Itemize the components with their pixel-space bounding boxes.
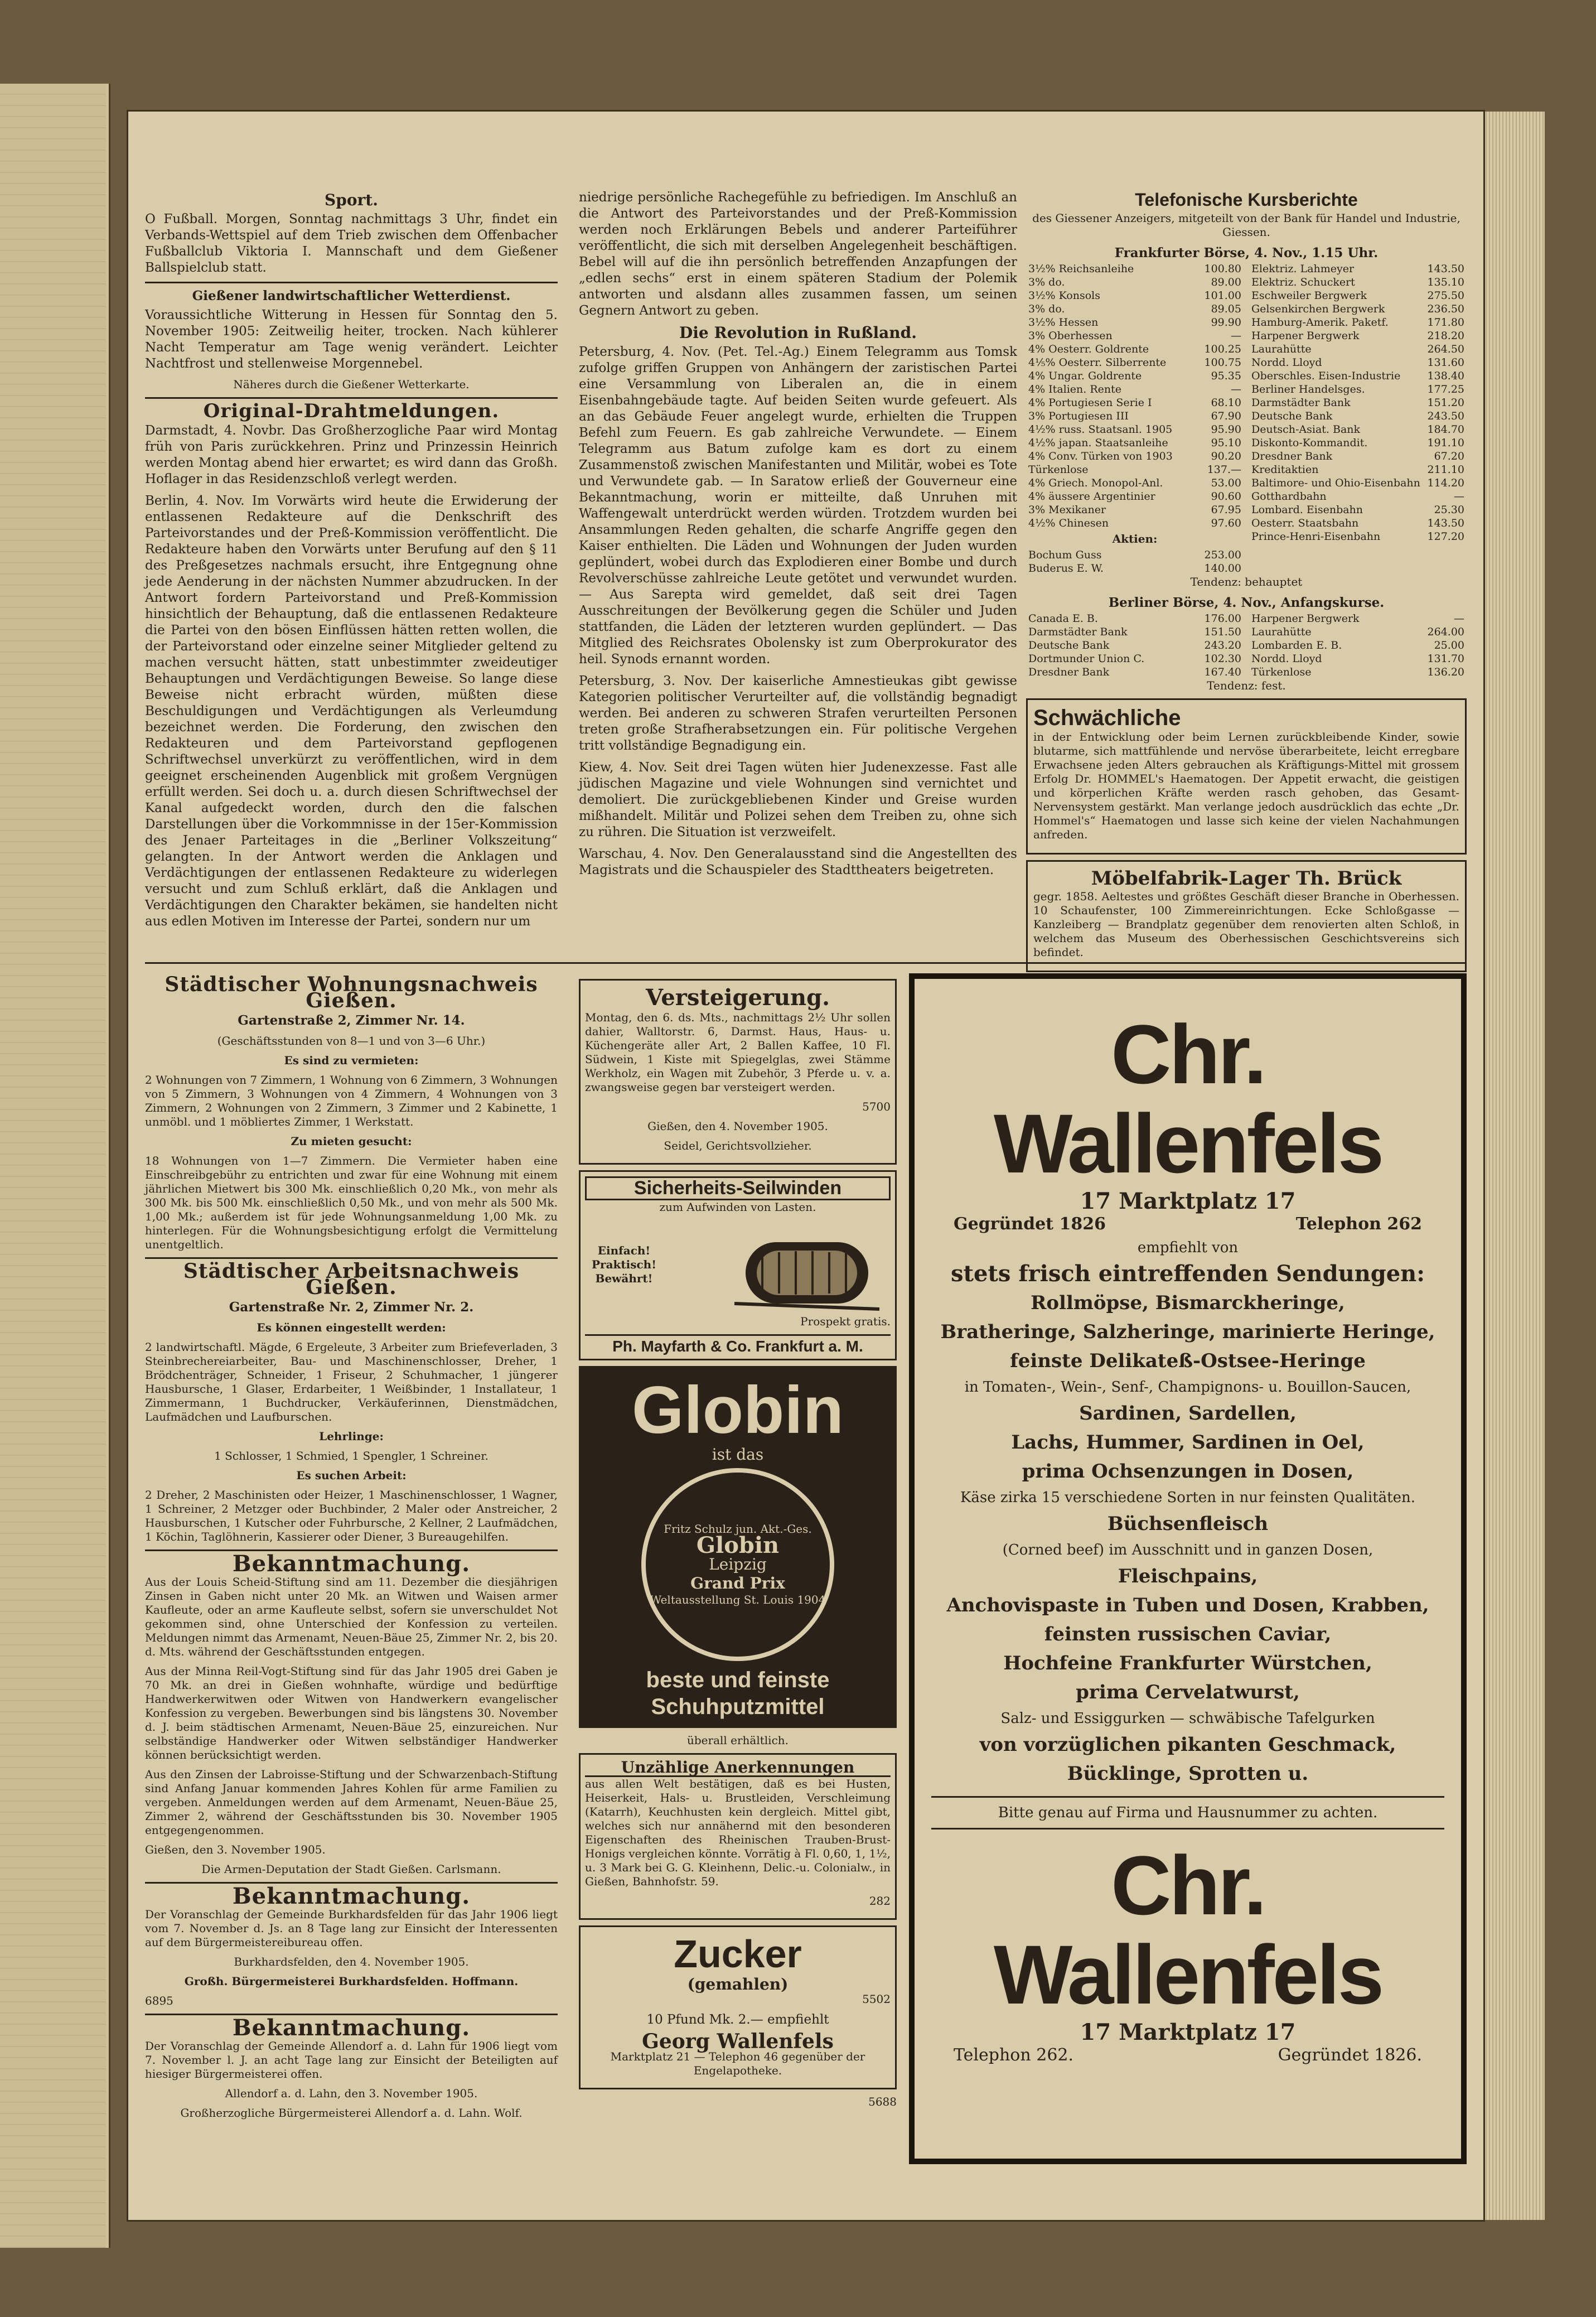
security-price: 243.50 xyxy=(1427,410,1464,422)
revolution-warschau: Warschau, 4. Nov. Den Generalausstand sind die Angestellten des Magistrats und die Schauspieler des Stadttheaters beigetreten. xyxy=(579,847,1017,877)
security-price: 89.00 xyxy=(1211,276,1241,288)
moebel-heading: Möbelfabrik-Lager Th. Brück xyxy=(1091,867,1402,890)
bekanntmachung-2-signature: Großh. Bürgermeisterei Burkhardsfelden. Hoffmann. xyxy=(184,1975,519,1988)
anerkennungen-number: 282 xyxy=(869,1894,891,1908)
security-name: Gotthardbahn xyxy=(1251,490,1327,503)
versteigerung-number: 5700 xyxy=(862,1100,891,1113)
wallenfels-product-line: Salz- und Essiggurken — schwäbische Tafelgurken xyxy=(1000,1710,1375,1727)
security-name: Laurahütte xyxy=(1251,626,1312,638)
security-price: 176.00 xyxy=(1204,612,1241,625)
security-price: 135.10 xyxy=(1427,276,1464,288)
security-name: Deutsch-Asiat. Bank xyxy=(1251,423,1361,436)
globin-brand: Globin xyxy=(632,1373,844,1447)
kurs-heading: Telefonische Kursberichte xyxy=(1135,190,1358,210)
security-price: 171.80 xyxy=(1427,316,1464,329)
berlin-tables xyxy=(1026,612,1467,679)
berlin-heading: Berliner Börse, 4. Nov., Anfangskurse. xyxy=(1108,595,1385,610)
horizontal-divider xyxy=(145,962,1467,964)
haematogen-ad xyxy=(1026,698,1467,855)
security-name: 3% Portugiesen III xyxy=(1028,410,1129,422)
security-name: 3½% Konsols xyxy=(1028,289,1100,302)
security-price: 95.90 xyxy=(1211,423,1241,436)
aktien-heading: Aktien: xyxy=(1112,532,1158,546)
wallenfels-address-2: 17 Marktplatz 17 xyxy=(1080,2019,1296,2045)
globin-seal-award: Grand Prix xyxy=(690,1574,785,1592)
winch-illustration-icon xyxy=(723,1220,891,1315)
security-price: 67.90 xyxy=(1211,410,1241,422)
haematogen-text: in der Entwicklung oder beim Lernen zurückbleibende Kinder, sowie blutarme, sich mattfühlende und nervöse überarbeitete, leicht erregbare Erwachsene jeden Alters gebrauchen als Kräftigungs-Mittel mit grossem Erfolg Dr. HOMMEL's Haematogen. Der Appetit erwacht, die geistigen und körperlichen Kräfte werden rasch gehoben, das Gesamt-Nervensystem gestärkt. Man verlange jedoch ausdrücklich das echte „Dr. Hommel's“ Haematogen und lasse sich keine der vielen Nachahmungen anfreden. xyxy=(1033,730,1459,841)
zucker-text: 10 Pfund Mk. 2.— empfiehlt xyxy=(646,2012,829,2027)
security-name: 4½% japan. Staatsanleihe xyxy=(1028,437,1168,449)
frankfurt-row xyxy=(1026,409,1244,423)
notices-column xyxy=(145,973,558,2126)
aktien-row xyxy=(1026,548,1244,562)
anerkennungen-ad xyxy=(579,1753,897,1920)
versteigerung-date: Gießen, den 4. November 1905. xyxy=(647,1119,828,1133)
wohnungsnachweis-heading: Städtischer Wohnungsnachweis Gießen. xyxy=(165,973,538,1012)
wallenfels-product-line: Fleischpains, xyxy=(1118,1565,1258,1587)
moebel-text: gegr. 1858. Aeltestes und größtes Geschäft dieser Branche in Oberhessen. 10 Schaufenster, 100 Zimmereinrichtungen. Ecke Schloßgasse — Kanzleiberg — Brandplatz gegenüber dem renovierten alten Schloß, in welchem das Museum des Oberhessischen Geschichtsvereins sich befindet. xyxy=(1033,890,1459,959)
security-name: 3% do. xyxy=(1028,276,1065,288)
frankfurt-row xyxy=(1249,423,1467,436)
frankfurt-row xyxy=(1249,276,1467,289)
security-name: Darmstädter Bank xyxy=(1251,397,1351,409)
security-name: 4½% Chinesen xyxy=(1028,517,1109,529)
wallenfels-product-line: Lachs, Hummer, Sardinen in Oel, xyxy=(1011,1431,1365,1454)
kurs-subheading: des Giessener Anzeigers, mitgeteilt von der Bank für Handel und Industrie, Giessen. xyxy=(1032,211,1460,239)
tendenz-berlin: Tendenz: fest. xyxy=(1207,679,1286,692)
wallenfels-product-line: Anchovispaste in Tuben und Dosen, Krabben, xyxy=(946,1594,1429,1616)
anerkennungen-heading: Unzählige Anerkennungen xyxy=(585,1759,891,1777)
frankfurt-row xyxy=(1026,342,1244,356)
zucker-number: 5502 xyxy=(862,1992,891,2006)
wallenfels-brand: Chr. Wallenfels xyxy=(993,1007,1382,1190)
berlin-row xyxy=(1026,665,1244,679)
security-price: 25.30 xyxy=(1434,504,1464,516)
security-name: 3% do. xyxy=(1028,303,1065,315)
security-name: 4% Conv. Türken von 1903 xyxy=(1028,450,1173,462)
wohnungsnachweis-hours: (Geschäftsstunden von 8—1 und von 3—6 Uhr.) xyxy=(217,1034,486,1048)
frankfurt-row xyxy=(1249,409,1467,423)
security-price: 143.50 xyxy=(1427,517,1464,529)
frankfurt-row xyxy=(1249,450,1467,463)
security-price: 90.60 xyxy=(1211,490,1241,503)
frankfurt-row xyxy=(1249,476,1467,490)
frankfurt-row xyxy=(1026,517,1244,530)
frankfurt-row xyxy=(1026,356,1244,369)
security-price: 67.20 xyxy=(1434,450,1464,462)
bekanntmachung-1-heading: Bekanntmachung. xyxy=(232,1551,471,1577)
versteigerung-ad xyxy=(579,979,897,1165)
security-name: Oesterr. Staatsbahn xyxy=(1251,517,1359,529)
wallenfels-product-line: (Corned beef) im Ausschnitt und in ganzen Dosen, xyxy=(1002,1542,1373,1558)
frankfurt-row xyxy=(1026,423,1244,436)
globin-seal-icon xyxy=(641,1468,834,1661)
revolution-heading: Die Revolution in Rußland. xyxy=(679,324,917,342)
wallenfels-product-line: Hochfeine Frankfurter Würstchen, xyxy=(1003,1652,1372,1674)
security-name: Elektriz. Lahmeyer xyxy=(1251,263,1355,275)
wallenfels-product-line: Bratheringe, Salzheringe, marinierte Heringe, xyxy=(940,1321,1435,1343)
security-price: 99.90 xyxy=(1211,316,1241,329)
aktien-row xyxy=(1026,562,1244,575)
security-name: Türkenlose xyxy=(1028,464,1089,476)
globin-seal-brand: Globin xyxy=(696,1532,780,1558)
security-name: 3% Oberhessen xyxy=(1028,330,1113,342)
bekanntmachung-2-heading: Bekanntmachung. xyxy=(232,1883,471,1909)
bekanntmachung-3-text: Der Voranschlag der Gemeinde Allendorf a. d. Lahn für 1906 liegt vom 7. November l. J. an acht Tage lang zur Einsicht der Beteiligten auf hiesiger Bürgermeisterei offen. xyxy=(145,2039,558,2081)
security-name: 4⅕% Oesterr. Silberrente xyxy=(1028,356,1167,369)
weather-heading: Gießener landwirtschaftlicher Wetterdienst. xyxy=(192,288,511,303)
security-name: 4% Ungar. Goldrente xyxy=(1028,370,1142,382)
security-price: — xyxy=(1454,490,1464,503)
security-price: 138.40 xyxy=(1427,370,1464,382)
drahtmeldungen-heading: Original-Drahtmeldungen. xyxy=(203,400,500,422)
security-name: Dresdner Bank xyxy=(1028,666,1110,678)
page-stack-edge xyxy=(1483,112,1545,2220)
aktien-table xyxy=(1026,548,1244,575)
adjacent-page-edge xyxy=(0,84,110,2248)
zucker-address: Marktplatz 21 — Telephon 46 gegenüber der Engelapotheke. xyxy=(610,2050,865,2077)
berlin-row xyxy=(1026,639,1244,652)
page-number: 5688 xyxy=(868,2095,897,2108)
ads-column xyxy=(579,973,897,2115)
moebel-ad xyxy=(1026,860,1467,972)
security-name: Harpener Bergwerk xyxy=(1251,612,1360,625)
column-1 xyxy=(145,190,558,935)
wohnungsnachweis-address: Gartenstraße 2, Zimmer Nr. 14. xyxy=(238,1013,465,1028)
berlin-row xyxy=(1249,612,1467,625)
bekanntmachung-3-date: Allendorf a. d. Lahn, den 3. November 1905. xyxy=(225,2087,478,2100)
wallenfels-note: Bitte genau auf Firma und Hausnummer zu achten. xyxy=(998,1804,1378,1821)
frankfurt-row xyxy=(1249,369,1467,383)
zucker-ad xyxy=(579,1925,897,2089)
security-price: 218.20 xyxy=(1427,330,1464,342)
globin-seal-expo: Weltausstellung St. Louis 1904 xyxy=(650,1593,826,1606)
wallenfels-product-line: prima Ochsenzungen in Dosen, xyxy=(1022,1460,1354,1483)
wallenfels-product-line: Käse zirka 15 verschiedene Sorten in nur feinsten Qualitäten. xyxy=(960,1489,1415,1506)
security-price: 89.05 xyxy=(1211,303,1241,315)
lehrlinge-heading: Lehrlinge: xyxy=(319,1430,384,1443)
security-price: 151.50 xyxy=(1204,626,1241,638)
frankfurt-row xyxy=(1249,262,1467,276)
wallenfels-product-line: feinste Delikateß-Ostsee-Heringe xyxy=(1010,1350,1366,1372)
wallenfels-product-line: feinsten russischen Caviar, xyxy=(1044,1623,1332,1645)
security-name: Elektriz. Schuckert xyxy=(1251,276,1355,288)
seilwinden-firm: Ph. Mayfarth & Co. Frankfurt a. M. xyxy=(585,1334,891,1354)
bekanntmachung-1-text-2: Aus der Minna Reil-Vogt-Stiftung sind für das Jahr 1905 drei Gaben je 70 Mk. an drei in Gießen wohnhafte, würdige und bedürftige Handwerkerwitwen oder Witwen von Handwerkern evangelischer Konfession zu vergeben. Bewerbungen sind bis längstens 30. November d. J. beim städtischen Armenamt, Neuen-Bäue 25, einzureichen. Nur selbständige Handwerker oder Witwen selbständiger Handwerker können berücksichtigt werden. xyxy=(145,1664,558,1761)
lehrlinge-text: 1 Schlosser, 1 Schmied, 1 Spengler, 1 Schreiner. xyxy=(214,1449,489,1462)
security-name: Buderus E. W. xyxy=(1028,562,1104,575)
frankfurt-row xyxy=(1026,503,1244,517)
security-name: Canada E. B. xyxy=(1028,612,1098,625)
security-name: Kreditaktien xyxy=(1251,464,1319,476)
security-price: 136.20 xyxy=(1427,666,1464,678)
frankfurt-row xyxy=(1249,316,1467,329)
frankfurt-table-left xyxy=(1026,262,1244,530)
security-name: 4% Oesterr. Goldrente xyxy=(1028,343,1149,355)
security-price: 177.25 xyxy=(1427,383,1464,395)
revolution-kiew: Kiew, 4. Nov. Seit drei Tagen wüten hier Judenexzesse. Fast alle jüdischen Magazine und viele Wohnungen sind vernichtet und demoliert. Die zurückgebliebenen Kinder und Greise wurden mißhandelt. Militär und Polizei sehen dem Treiben zu, ohne sich zu rühren. Die Situation ist verzweifelt. xyxy=(579,760,1017,839)
frankfurt-row xyxy=(1249,302,1467,316)
versteigerung-signature: Seidel, Gerichtsvollzieher. xyxy=(664,1139,812,1152)
frankfurt-row xyxy=(1026,463,1244,476)
globin-tagline: beste und feinste Schuhputzmittel xyxy=(646,1668,830,1719)
security-price: 127.20 xyxy=(1427,530,1464,543)
zucker-firm: Georg Wallenfels xyxy=(642,2030,834,2053)
bekanntmachung-2-number: 6895 xyxy=(145,1994,173,2007)
berlin-table-right xyxy=(1249,612,1467,679)
frankfurt-table-right xyxy=(1249,262,1467,543)
security-name: 4% äussere Argentinier xyxy=(1028,490,1155,503)
security-name: 3% Mexikaner xyxy=(1028,504,1106,516)
security-name: Laurahütte xyxy=(1251,343,1312,355)
security-price: 275.50 xyxy=(1427,289,1464,302)
wallenfels-telephone-2: Telephon 262. xyxy=(954,2045,1074,2065)
security-price: 95.10 xyxy=(1211,437,1241,449)
security-price: 67.95 xyxy=(1211,504,1241,516)
security-price: 68.10 xyxy=(1211,397,1241,409)
berlin-row xyxy=(1026,612,1244,625)
security-price: 131.60 xyxy=(1427,356,1464,369)
security-name: Bochum Guss xyxy=(1028,549,1102,561)
security-price: 191.10 xyxy=(1427,437,1464,449)
frankfurt-row xyxy=(1026,450,1244,463)
security-price: 131.70 xyxy=(1427,653,1464,665)
wallenfels-product-line: Sardinen, Sardellen, xyxy=(1079,1402,1297,1425)
globin-footer: überall erhältlich. xyxy=(686,1734,789,1747)
suchen-heading: Es suchen Arbeit: xyxy=(296,1469,407,1482)
berlin-row xyxy=(1249,625,1467,639)
wallenfels-founded: Gegründet 1826 xyxy=(954,1214,1106,1234)
security-price: 114.20 xyxy=(1427,477,1464,489)
frankfurt-row xyxy=(1249,490,1467,503)
security-name: Eschweiler Bergwerk xyxy=(1251,289,1367,302)
wallenfels-telephone: Telephon 262 xyxy=(1295,1214,1422,1234)
globin-seal-city: Leipzig xyxy=(709,1555,767,1573)
berlin-row xyxy=(1249,652,1467,665)
seilwinden-prospekt: Prospekt gratis. xyxy=(800,1315,891,1328)
security-name: Lombard. Eisenbahn xyxy=(1251,504,1363,516)
seilwinden-sub: zum Aufwinden von Lasten. xyxy=(659,1200,816,1214)
zucker-sub: (gemahlen) xyxy=(687,1975,789,1993)
frankfurt-row xyxy=(1026,262,1244,276)
frankfurt-row xyxy=(1249,329,1467,342)
security-name: 4% Griech. Monopol-Anl. xyxy=(1028,477,1163,489)
versteigerung-text: Montag, den 6. ds. Mts., nachmittags 2½ Uhr sollen dahier, Walltorstr. 6, Darmst. Haus, Haus- u. Küchengeräte aller Art, 2 Ballen Kaffee, 10 Fl. Südwein, 1 Kiste mit Spiegelglas, zwei Stämme Werkholz, ein Wagen mit Zubehör, 3 Pferde u. v. a. zwangsweise gegen bar versteigert werden. xyxy=(585,1011,891,1094)
frankfurt-heading: Frankfurter Börse, 4. Nov., 1.15 Uhr. xyxy=(1114,245,1379,260)
drahtmeldung-berlin: Berlin, 4. Nov. Im Vorwärts wird heute die Erwiderung der entlassenen Redakteure auf die Denkschrift des Parteivorstandes und der Preß-Kommission veröffentlicht. Die Redakteure haben den Vorwärts unter Berufung auf den § 11 des Preßgesetzes nachmals ersucht, ihre Entgegnung ohne jede Aenderung in der nächsten Nummer abzudrucken. In der Antwort fordern Parteivorstand und Preß-Kommission hinsichtlich der Behauptung, daß die entlassenen Redakteure die Partei von den bösen Einflüssen hätten retten wollen, die der Parteivorstand oder einzelne seiner Mitglieder geltend zu machen versucht hätten, statt unbestimmter zweideutiger Behauptungen und Verdächtigungen Beweise. So lange diese Beweise nicht erbracht würden, müßten diese Beschuldigungen und Verdächtigungen als Verleumdung bezeichnet werden. Die Forderung, den zwischen den Redakteuren und dem Parteivorstand gepflogenen Schriftwechsel unverkürzt zu veröffentlichen, wird in dem geeignet erscheinenden Augenblick mit großem Vergnügen erfüllt werden. Sei doch u. a. durch diesen Schriftwechsel der Kanal aufgedeckt worden, durch den die falschen Darstellungen über die Vorkommnisse in der 15er-Kommission des Jenaer Parteitages in die „Berliner Volkszeitung“ gelangten. In der Antwort werden die Anklagen und Verdächtigungen der entlassenen Redakteure zu widerlegen versucht und zum Schluß erklärt, daß die Anklagen und Verdächtigungen den Charakter bekämen, sie handelten nicht aus edlen Motiven im Interesse der Partei, sondern nur um xyxy=(145,494,558,929)
security-price: — xyxy=(1231,383,1241,395)
security-price: 253.00 xyxy=(1204,549,1241,561)
security-price: 95.35 xyxy=(1211,370,1241,382)
globin-ad xyxy=(579,1366,897,1728)
berlin-row xyxy=(1249,665,1467,679)
bekanntmachung-1-signature: Die Armen-Deputation der Stadt Gießen. Carlsmann. xyxy=(201,1862,501,1876)
wallenfels-product-line: von vorzüglichen pikanten Geschmack, xyxy=(979,1734,1396,1756)
security-price: 140.00 xyxy=(1204,562,1241,575)
security-price: 100.75 xyxy=(1204,356,1241,369)
security-name: Harpener Bergwerk xyxy=(1251,330,1360,342)
wallenfels-product-line: prima Cervelatwurst, xyxy=(1076,1681,1300,1703)
wallenfels-address: 17 Marktplatz 17 xyxy=(1080,1188,1296,1214)
frankfurt-row xyxy=(1249,383,1467,396)
security-name: Gelsenkirchen Bergwerk xyxy=(1251,303,1385,315)
security-price: 53.00 xyxy=(1211,477,1241,489)
security-price: 264.00 xyxy=(1427,626,1464,638)
security-name: Nordd. Lloyd xyxy=(1251,356,1322,369)
globin-ist: ist das xyxy=(712,1445,764,1464)
security-name: 4% Italien. Rente xyxy=(1028,383,1122,395)
security-name: 4½% russ. Staatsanl. 1905 xyxy=(1028,423,1173,436)
bekanntmachung-1-date: Gießen, den 3. November 1905. xyxy=(145,1843,326,1856)
revolution-petersburg-1: Petersburg, 4. Nov. (Pet. Tel.-Ag.) Einem Telegramm aus Tomsk zufolge griffen Gruppen von Anhängern der zaristischen Partei eine Versammlung von Liberalen an, die in einem Eisenbahngebäude tagte. Auf beiden Seiten wurde gefeuert. Als an das Gebäude Feuer angelegt wurde, erhielten die Truppen Befehl zum Feuern. Es gab zahlreiche Verwundete. — Einem Telegramm aus Batum zufolge kam es dort zu einem Zusammenstoß zwischen Manifestanten und Militär, wobei es Tote und Verwundete gab. — In Saratow erließ der Gouverneur eine Bekanntmachung, worin er mitteilte, daß Unruhen mit Waffengewalt unterdrückt werden würden. Trotzdem wurden bei Ansammlungen Reden gehalten, die scharfe Angriffe gegen den Kaiser enthielten. Die Läden und Wohnungen der Juden wurden geplündert, wobei durch das Explodieren einer Bombe und durch Revolverschüsse zahlreiche Leute getötet und verwundet wurden. — Aus Sarepta wird gemeldet, daß seit drei Tagen Ausschreitungen der Bevölkerung gegen die Schüler und Juden stattfanden, die Läden der letzteren wurden geplündert. — Das Mitglied des Reichsrates Obolensky ist zum Oberprokurator des heil. Synods ernannt worden. xyxy=(579,345,1017,667)
security-price: 167.40 xyxy=(1204,666,1241,678)
security-price: 143.50 xyxy=(1427,263,1464,275)
frankfurt-row xyxy=(1026,302,1244,316)
wallenfels-empfiehlt: empfiehlt von xyxy=(1137,1239,1239,1256)
security-name: Oberschles. Eisen-Industrie xyxy=(1251,370,1401,382)
frankfurt-row xyxy=(1026,289,1244,302)
drahtmeldung-darmstadt: Darmstadt, 4. Novbr. Das Großherzogliche Paar wird Montag früh von Paris zurückkehren. Prinz und Prinzessin Heinrich werden Montag abend hier erwartet; es wird dann das Großh. Hoflager in das Residenzschloß verlegt werden. xyxy=(145,423,558,486)
column-2 xyxy=(579,190,1017,884)
security-price: 264.50 xyxy=(1427,343,1464,355)
security-name: Lombarden E. B. xyxy=(1251,639,1342,651)
arbeitsnachweis-heading: Städtischer Arbeitsnachweis Gießen. xyxy=(183,1259,520,1299)
seilwinden-ad xyxy=(579,1170,897,1360)
wallenfels-product-line: Büchsenfleisch xyxy=(1107,1513,1269,1535)
frankfurt-row xyxy=(1026,316,1244,329)
security-name: Baltimore- und Ohio-Eisenbahn xyxy=(1251,477,1420,489)
security-name: Berliner Handelsges. xyxy=(1251,383,1365,395)
wallenfels-ad xyxy=(909,973,1467,2164)
arbeitsnachweis-address: Gartenstraße Nr. 2, Zimmer Nr. 2. xyxy=(229,1300,474,1315)
globin-seal-company: Fritz Schulz jun. Akt.-Ges. xyxy=(664,1522,812,1536)
wallenfels-product-line: Rollmöpse, Bismarckheringe, xyxy=(1031,1292,1345,1314)
frankfurt-row xyxy=(1026,383,1244,396)
security-price: 243.20 xyxy=(1204,639,1241,651)
sport-text: O Fußball. Morgen, Sonntag nachmittags 3 Uhr, findet ein Verbands-Wettspiel auf dem Trieb zwischen dem Offenbacher Fußballclub Viktoria I. Mannschaft und dem Gießener Ballspielclub statt. xyxy=(145,212,558,275)
eingestellt-heading: Es können eingestellt werden: xyxy=(257,1321,446,1334)
bekanntmachung-1-text-1: Aus der Louis Scheid-Stiftung sind am 11. Dezember die diesjährigen Zinsen in Gaben nicht unter 20 Mk. an Witwen und Waisen armer Kaufleute, oder an arme Kaufleute selbst, sofern sie unverschuldet Not gekommen sind, ohne Unterschied der Konfession zu verteilen. Meldungen nimmt das Armenamt, Neuen-Bäue 25, Zimmer Nr. 2, bis 20. d. Mts. während der Geschäftsstunden entgegen. xyxy=(145,1575,558,1658)
security-price: 137.— xyxy=(1207,464,1241,476)
security-name: Nordd. Lloyd xyxy=(1251,653,1322,665)
mieten-heading: Zu mieten gesucht: xyxy=(291,1135,412,1148)
eingestellt-text: 2 landwirtschaftl. Mägde, 6 Ergeleute, 3 Arbeiter zum Briefeverladen, 3 Steinbrechereiarbeiter, Bau- und Maschinenschlosser, Dreher, 1 Brödchenträger, Schneider, 1 Friseur, 2 Schuhmacher, 1 jüngerer Hausbursche, 1 Glaser, Erdarbeiter, 1 Weißbinder, 1 Installateur, 1 Zimmermann, 1 Buchdrucker, Verkäuferinnen, Dienstmädchen, Laufmädchen und Laufburschen. xyxy=(145,1340,558,1423)
bekanntmachung-2-text: Der Voranschlag der Gemeinde Burkhardsfelden für das Jahr 1906 liegt vom 7. November d. Js. an 8 Tage lang zur Einsicht der Interessenten auf dem Bürgermeistereibureau offen. xyxy=(145,1908,558,1949)
berlin-row xyxy=(1026,625,1244,639)
bekanntmachung-2-date: Burkhardsfelden, den 4. November 1905. xyxy=(234,1955,469,1968)
security-price: 100.25 xyxy=(1204,343,1241,355)
wallenfels-founded-2: Gegründet 1826. xyxy=(1278,2045,1422,2065)
frankfurt-row xyxy=(1249,289,1467,302)
security-price: 151.20 xyxy=(1427,397,1464,409)
security-name: Prince-Henri-Eisenbahn xyxy=(1251,530,1381,543)
security-price: 90.20 xyxy=(1211,450,1241,462)
frankfurt-tables xyxy=(1026,262,1467,575)
bekanntmachung-3-signature: Großherzogliche Bürgermeisterei Allendorf a. d. Lahn. Wolf. xyxy=(180,2106,523,2120)
vermieten-text: 2 Wohnungen von 7 Zimmern, 1 Wohnung von 6 Zimmern, 3 Wohnungen von 5 Zimmern, 3 Wohnungen von 4 Zimmern, 4 Wohnungen von 3 Zimmern, 2 Wohnungen von 2 Zimmern, 3 Zimmer und 2 Kabinette, 1 unmöbl. und 1 möbliertes Zimmer, 1 Werkstatt. xyxy=(145,1073,558,1128)
security-price: 101.00 xyxy=(1204,289,1241,302)
security-name: Dresdner Bank xyxy=(1251,450,1333,462)
security-name: 3½% Reichsanleihe xyxy=(1028,263,1134,275)
security-name: Hamburg-Amerik. Paketf. xyxy=(1251,316,1389,329)
suchen-text: 2 Dreher, 2 Maschinisten oder Heizer, 1 Maschinenschlosser, 1 Wagner, 1 Schreiner, 2 Metzger oder Buchbinder, 2 Maler oder Anstreicher, 2 Hausburschen, 1 Kutscher oder Fuhrbursche, 2 Kellner, 2 Laufmädchen, 1 Köchin, Taglöhnerin, Kassierer oder Diener, 3 Bureaugehilfen. xyxy=(145,1488,558,1543)
wallenfels-product-line: in Tomaten-, Wein-, Senf-, Champignons- u. Bouillon-Saucen, xyxy=(964,1379,1411,1396)
security-name: Türkenlose xyxy=(1251,666,1312,678)
frankfurt-row xyxy=(1249,530,1467,543)
sport-heading: Sport. xyxy=(325,191,378,209)
weather-text: Voraussichtliche Witterung in Hessen für Sonntag den 5. November 1905: Zeitweilig heiter, trocken. Nach kühlerer Nacht Temperatur am Tage wenig verändert. Leichter Nachtfrost und stellenweise Morgennebel. xyxy=(145,308,558,371)
wallenfels-product-list xyxy=(931,1291,1444,1786)
security-price: 25.00 xyxy=(1434,639,1464,651)
security-price: 97.60 xyxy=(1211,517,1241,529)
continuation-text: niedrige persönliche Rachegefühle zu befriedigen. Im Anschluß an die Antwort des Parteivorstandes und der Preß-Kommission werden noch Erklärungen Bebels und anderer Parteiführer veröffentlicht, die sich mit derselben Angelegenheit beschäftigen. Bebel will auf die ihn persönlich betreffenden Anzapfungen der „edlen sechs“ erst in einem späteren Stadium der Polemik antworten und alsdann alles zusammen fassen, um seinen Gegnern Antwort zu geben. xyxy=(579,190,1017,318)
frankfurt-row xyxy=(1249,463,1467,476)
security-price: 211.10 xyxy=(1427,464,1464,476)
frankfurt-row xyxy=(1026,396,1244,409)
tendenz-frankfurt: Tendenz: behauptet xyxy=(1190,575,1303,588)
seilwinden-claim: Einfach! Praktisch! Bewährt! xyxy=(592,1243,656,1285)
haematogen-heading: Schwächliche xyxy=(1033,706,1181,730)
versteigerung-heading: Versteigerung. xyxy=(645,984,830,1011)
frankfurt-row xyxy=(1249,503,1467,517)
bekanntmachung-1-text-3: Aus den Zinsen der Labroisse-Stiftung und der Schwarzenbach-Stiftung sind Anfang Januar kommenden Jahres Kohlen für arme Familien zu vergeben. Anmeldungen werden auf dem Armenamt, Neuen-Bäue 25, Zimmer 2, während der Geschäftsstunden bis 30. November 1905 entgegengenommen. xyxy=(145,1768,558,1837)
security-name: Dortmunder Union C. xyxy=(1028,653,1145,665)
security-name: 4% Portugiesen Serie I xyxy=(1028,397,1152,409)
wallenfels-product-line: Bücklinge, Sprotten u. xyxy=(1067,1763,1309,1785)
bekanntmachung-3-heading: Bekanntmachung. xyxy=(232,2015,471,2041)
security-price: 236.50 xyxy=(1427,303,1464,315)
column-3 xyxy=(1026,190,1467,978)
frankfurt-row xyxy=(1249,396,1467,409)
mieten-text: 18 Wohnungen von 1—7 Zimmern. Die Vermieter haben eine Einschreibgebühr zu entrichten und zwar für eine Wohnung mit einem jährlichen Mietwert bis 300 Mk. einschließlich 0,20 Mk., von mehr als 300 Mk. bis 500 Mk. einschließlich 0,50 Mk., und von mehr als 500 Mk. 1,00 Mk.; außerdem ist für jede Wohnungsanmeldung 1,00 Mk. zu hinterlegen. Für die Wohnungsbesichtigung erfolgt die Vermittelung unentgeltlich. xyxy=(145,1154,558,1251)
security-price: 100.80 xyxy=(1204,263,1241,275)
security-price: 184.70 xyxy=(1427,423,1464,436)
weather-note: Näheres durch die Gießener Wetterkarte. xyxy=(233,378,470,391)
frankfurt-row xyxy=(1249,356,1467,369)
berlin-table-left xyxy=(1026,612,1244,679)
security-name: Deutsche Bank xyxy=(1028,639,1110,651)
vermieten-heading: Es sind zu vermieten: xyxy=(284,1054,419,1067)
security-name: Darmstädter Bank xyxy=(1028,626,1128,638)
frankfurt-row xyxy=(1249,436,1467,450)
seilwinden-heading: Sicherheits-Seilwinden xyxy=(585,1176,891,1200)
security-name: Diskonto-Kommandit. xyxy=(1251,437,1368,449)
frankfurt-row xyxy=(1249,517,1467,530)
frankfurt-row xyxy=(1026,476,1244,490)
security-name: 3½% Hessen xyxy=(1028,316,1099,329)
security-name: Deutsche Bank xyxy=(1251,410,1333,422)
frankfurt-row xyxy=(1026,490,1244,503)
frankfurt-row xyxy=(1249,342,1467,356)
wallenfels-lead: stets frisch eintreffenden Sendungen: xyxy=(950,1261,1425,1287)
revolution-petersburg-2: Petersburg, 3. Nov. Der kaiserliche Amnestieukas gibt gewisse Kategorien politischer Verurteilter auf, die vollständig begnadigt werden. Bei anderen zu schweren Strafen verurteilten Personen treten große Strafherabsetzungen ein. Für politische Vergehen tritt vollständige Begnadigung ein. xyxy=(579,674,1017,753)
berlin-row xyxy=(1249,639,1467,652)
zucker-heading: Zucker xyxy=(674,1932,802,1976)
frankfurt-row xyxy=(1026,369,1244,383)
frankfurt-row xyxy=(1026,329,1244,342)
frankfurt-row xyxy=(1026,436,1244,450)
security-price: 102.30 xyxy=(1204,653,1241,665)
anerkennungen-text: aus allen Welt bestätigen, daß es bei Husten, Heiserkeit, Hals- u. Brustleiden, Verschleimung (Katarrh), Keuchhusten kein dergleich. Mittel gibt, welches sich nur annähernd mit den besonderen Eigenschaften des Rheinischen Trauben-Brust-Honigs vergleichen könnte. Vorrätig à Fl. 0,60, 1, 1½, u. 3 Mark bei G. G. Kleinhenn, Delic.-u. Colonialw., in Gießen, Bahnhofstr. 59. xyxy=(585,1777,891,1888)
berlin-row xyxy=(1026,652,1244,665)
wallenfels-brand-2: Chr. Wallenfels xyxy=(993,1838,1382,2021)
security-price: — xyxy=(1231,330,1241,342)
newspaper-page xyxy=(128,112,1483,2220)
security-price: — xyxy=(1454,612,1464,625)
frankfurt-row xyxy=(1026,276,1244,289)
